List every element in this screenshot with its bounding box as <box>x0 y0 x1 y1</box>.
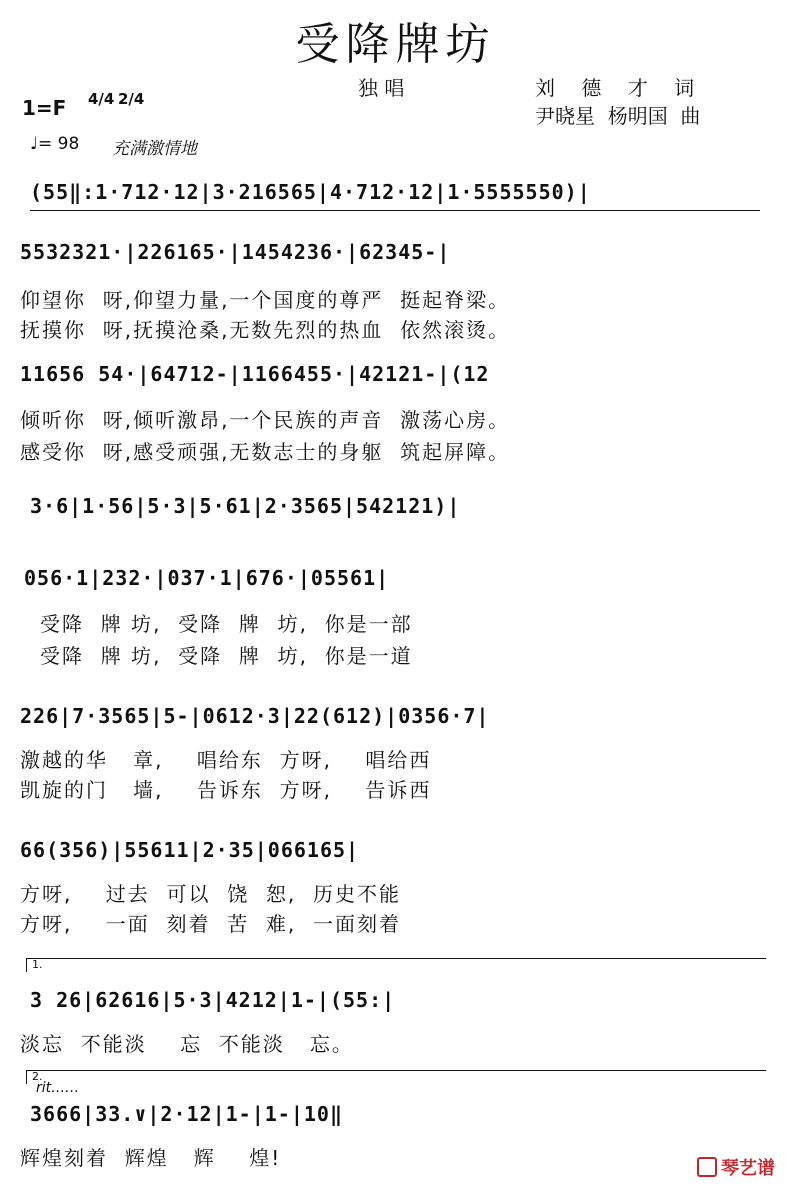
lyric-verse-1-line-2: 倾听你 呀,倾听激昂,一个民族的声音 激荡心房。 <box>20 408 511 432</box>
notation-system-2: 5532321·|226165·|1454236·|62345-| <box>20 240 451 264</box>
volta-2-label: 2. <box>32 1070 43 1083</box>
composer-credit: 尹晓星 杨明国 曲 <box>535 104 701 128</box>
lyric-final-line: 淡忘 不能淡 忘 不能淡 忘。 <box>20 1032 354 1056</box>
volta-bracket-1 <box>26 958 766 959</box>
key-signature: 1=F <box>22 96 67 120</box>
performance-type: 独 唱 <box>358 76 405 100</box>
ritardando-marking: rit…… <box>36 1080 80 1096</box>
notation-system-9: 3666|33.∨|2·12|1-|1-|10‖ <box>30 1102 343 1126</box>
notation-system-7: 66(356)|55611|2·35|066165| <box>20 838 360 862</box>
volta-bracket-1-start <box>26 958 27 972</box>
volta-1-label: 1. <box>32 958 43 971</box>
lyric-verse-2-line-4: 凯旋的门 墙, 告诉东 方呀, 告诉西 <box>20 778 432 802</box>
logo-icon <box>697 1157 717 1177</box>
notation-system-3: 11656 54·|64712-|1166455·|42121-|(12 <box>20 362 490 386</box>
site-watermark <box>684 1133 775 1180</box>
lyric-verse-1-line-1: 仰望你 呀,仰望力量,一个国度的尊严 挺起脊梁。 <box>20 288 511 312</box>
notation-system-1: (55‖:1·712·12|3·216565|4·712·12|1·5555550)| <box>30 180 591 204</box>
time-signature-1: 4/4 <box>88 90 115 108</box>
song-title: 受降牌坊 <box>295 19 496 70</box>
lyric-coda-line: 辉煌刻着 辉煌 辉 煌! <box>20 1146 282 1170</box>
notation-system-4: 3·6|1·56|5·3|5·61|2·3565|542121)| <box>30 494 461 518</box>
lyric-verse-2-line-1: 抚摸你 呀,抚摸沧桑,无数先烈的热血 依然滚烫。 <box>20 318 511 342</box>
volta-bracket-2 <box>26 1070 766 1071</box>
watermark-text: 琴艺谱 <box>721 1158 775 1179</box>
lyric-verse-2-line-5: 方呀, 一面 刻着 苦 难, 一面刻着 <box>20 912 402 936</box>
volta-bracket-2-start <box>26 1070 27 1084</box>
notation-system-8: 3 26|62616|5·3|4212|1-|(55:| <box>30 988 396 1012</box>
lyric-verse-2-line-3: 受降 牌 坊, 受降 牌 坊, 你是一道 <box>40 644 413 668</box>
time-signature-2: 2/4 <box>118 90 145 108</box>
notation-system-5: 056·1|232·|037·1|676·|05561| <box>24 566 390 590</box>
expression-marking: 充满激情地 <box>112 139 197 159</box>
beam-line <box>30 210 760 211</box>
lyric-verse-2-line-2: 感受你 呀,感受顽强,无数志士的身躯 筑起屏障。 <box>20 440 511 464</box>
notation-system-6: 226|7·3565|5-|0612·3|22(612)|0356·7| <box>20 704 490 728</box>
lyricist-credit: 刘 德 才 词 <box>535 76 705 100</box>
lyric-verse-1-line-4: 激越的华 章, 唱给东 方呀, 唱给西 <box>20 748 432 772</box>
tempo-marking: ♩= 98 <box>30 134 80 154</box>
lyric-verse-1-line-5: 方呀, 过去 可以 饶 恕, 历史不能 <box>20 882 402 906</box>
lyric-verse-1-line-3: 受降 牌 坊, 受降 牌 坊, 你是一部 <box>40 612 413 636</box>
